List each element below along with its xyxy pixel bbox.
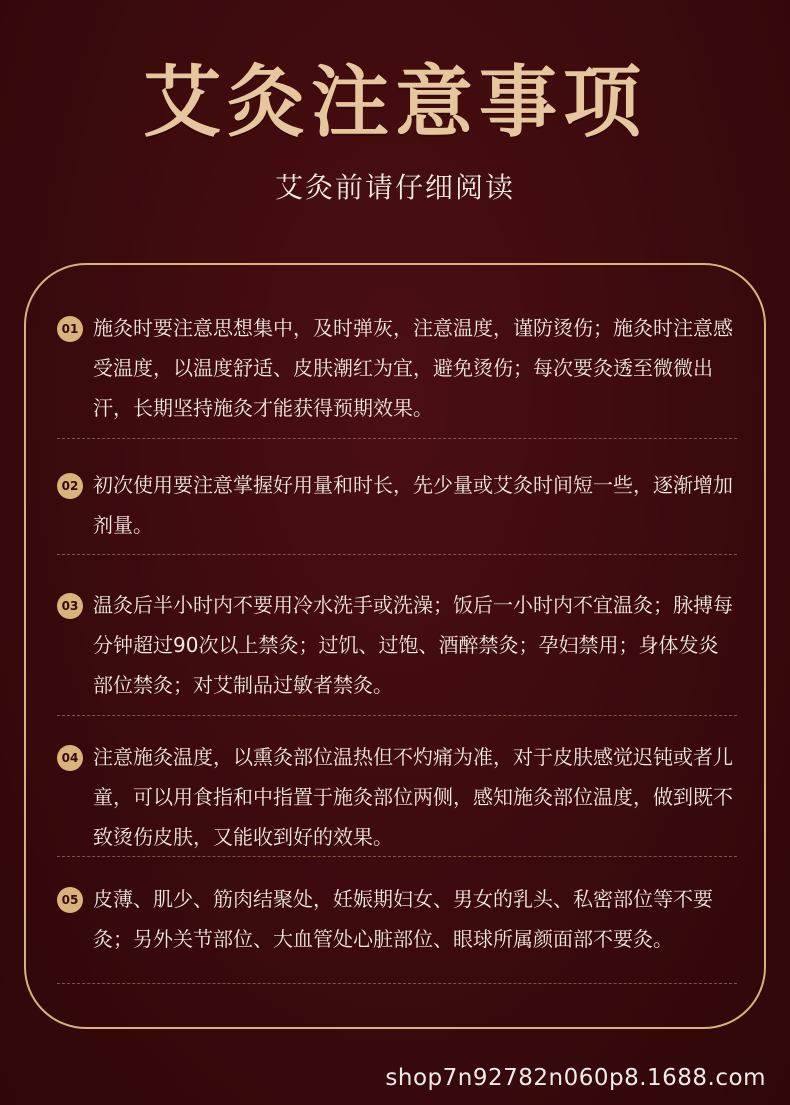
divider bbox=[57, 983, 737, 984]
number-badge: 03 bbox=[57, 593, 83, 619]
note-item-5 bbox=[57, 879, 737, 959]
note-text: 皮薄、肌少、筋肉结聚处，妊娠期妇女、男女的乳头、私密部位等不要灸；另外关节部位、大血管处心脏部位、眼球所属颜面部不要灸。 bbox=[93, 887, 713, 951]
note-text: 施灸时要注意思想集中，及时弹灰，注意温度，谨防烫伤；施灸时注意感受温度，以温度舒适、皮肤潮红为宜，避免烫伤；每次要灸透至微微出汗，长期坚持施灸才能获得预期效果。 bbox=[93, 316, 733, 420]
number-badge: 05 bbox=[57, 887, 83, 913]
number-badge: 01 bbox=[57, 316, 83, 342]
note-item-2 bbox=[57, 465, 737, 545]
divider bbox=[57, 715, 737, 716]
note-item-3 bbox=[57, 585, 737, 705]
note-item-4 bbox=[57, 737, 737, 857]
number-badge: 02 bbox=[57, 473, 83, 499]
page-title: 艾灸注意事项 bbox=[142, 57, 647, 148]
note-text: 注意施灸温度，以熏灸部位温热但不灼痛为准，对于皮肤感觉迟钝或者儿童，可以用食指和中指置于施灸部位两侧，感知施灸部位温度，做到既不致烫伤皮肤，又能收到好的效果。 bbox=[93, 745, 733, 849]
note-item-1 bbox=[57, 308, 737, 428]
watermark: shop7n92782n060p8.1688.com bbox=[385, 1065, 766, 1091]
notes-card bbox=[24, 263, 766, 1029]
note-text: 初次使用要注意掌握好用量和时长，先少量或艾灸时间短一些，逐渐增加剂量。 bbox=[93, 473, 733, 537]
note-text: 温灸后半小时内不要用冷水洗手或洗澡；饭后一小时内不宜温灸；脉搏每分钟超过90次以上禁灸；过饥、过饱、酒醉禁灸；孕妇禁用；身体发炎部位禁灸；对艾制品过敏者禁灸。 bbox=[93, 593, 733, 697]
divider bbox=[57, 554, 737, 555]
divider bbox=[57, 856, 737, 857]
divider bbox=[57, 438, 737, 439]
page-subtitle: 艾灸前请仔细阅读 bbox=[274, 171, 515, 204]
number-badge: 04 bbox=[57, 745, 83, 771]
